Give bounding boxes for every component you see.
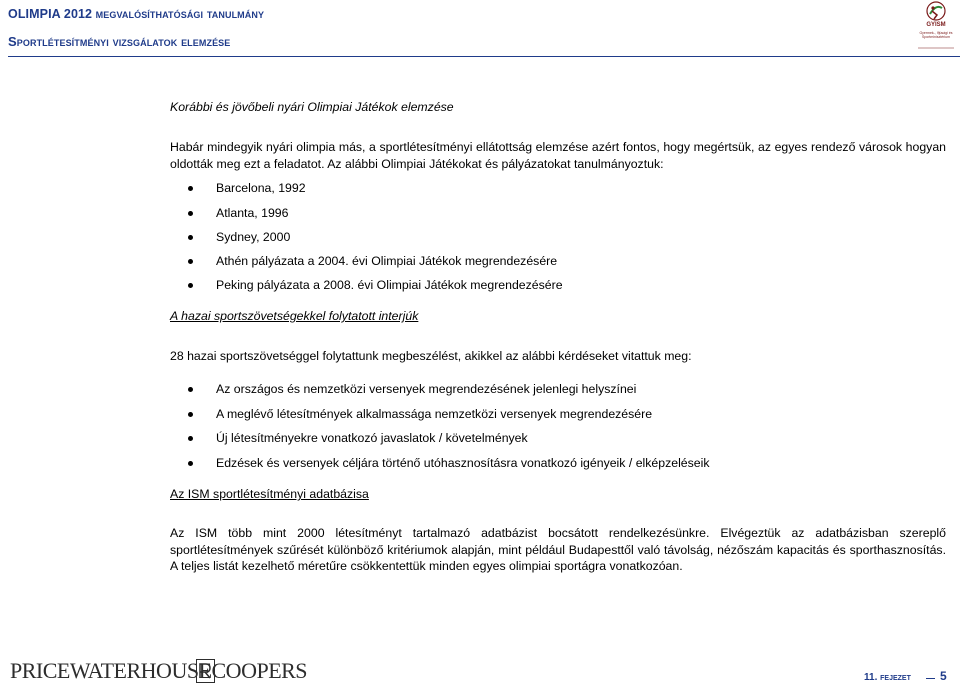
- section-heading-database: Az ISM sportlétesítményi adatbázisa: [170, 487, 369, 501]
- list-item-text: A meglévő létesítmények alkalmassága nemzetközi versenyek megrendezésére: [216, 407, 653, 421]
- paragraph-database: Az ISM több mint 2000 létesítményt tartalmazó adatbázist bocsátott rendelkezésünkre. Elvégeztük az adatbázisban szereplő sportlétesítmények szűrését különböző kritériumok alapján, mint például Budapesttől való távolság, nézőszám kapacitás és sporthasznosítás. A teljes listát kezelhető méretűre csökkentettük minden egyes olimpiai sportágra vonatkozóan.: [170, 526, 946, 573]
- bullet-icon: [188, 387, 193, 392]
- bullet-icon: [188, 412, 193, 417]
- list-item-text: Barcelona, 1992: [216, 181, 306, 195]
- list-item-text: Athén pályázata a 2004. évi Olimpiai Játékok megrendezésére: [216, 254, 558, 268]
- section-heading-olympics: Korábbi és jövőbeli nyári Olimpiai Játékok elemzése: [170, 100, 454, 114]
- footer-divider: [926, 678, 935, 679]
- list-item-text: Atlanta, 1996: [216, 206, 289, 220]
- pwc-logo-text: PRICEWATERHOUSECOOPERS: [10, 658, 308, 683]
- document-title: [8, 6, 264, 21]
- gyism-logo-name: GYISM: [926, 22, 946, 28]
- paragraph-interviews-intro: 28 hazai sportszövetséggel folytattunk megbeszélést, akikkel az alábbi kérdéseket vitattuk meg:: [170, 349, 692, 363]
- bullet-icon: [188, 186, 193, 191]
- list-item-text: Edzések és versenyek céljára történő utóhasznosításra vonatkozó igényeik / elképzeléseik: [216, 456, 710, 470]
- bullet-icon: [188, 259, 193, 264]
- gyism-logo-caption: Gyermek-, Ifjúsági és Sportminisztérium: [919, 31, 953, 39]
- footer-page-number: 5: [940, 669, 947, 683]
- list-item-text: Az országos és nemzetközi versenyek megrendezésének jelenlegi helyszínei: [216, 382, 637, 396]
- pwc-emblem-icon: [196, 659, 215, 683]
- footer-chapter: 11. fejezet: [864, 672, 911, 683]
- header-divider: [8, 56, 960, 57]
- bullet-icon: [188, 211, 193, 216]
- pwc-logo: [10, 660, 307, 682]
- title-part-study: megvalósíthatósági tanulmány: [95, 6, 265, 21]
- list-item-text: Új létesítményekre vonatkozó javaslatok / követelmények: [216, 431, 528, 445]
- paragraph-olympics-intro: Habár mindegyik nyári olimpia más, a sportlétesítményi ellátottság elemzése azért fontos, hogy megértsük, az egyes rendező városok hogyan oldották meg ezt a feladatot. Az alábbi Olimpiai Játékokat és pályázatokat tanulmányoztuk:: [170, 140, 946, 171]
- list-item-text: Peking pályázata a 2008. évi Olimpiai Játékok megrendezésére: [216, 278, 563, 292]
- title-part-olympia: OLIMPIA 2012: [8, 7, 96, 21]
- section-heading-interviews: A hazai sportszövetségekkel folytatott interjúk: [170, 309, 419, 323]
- bullet-icon: [188, 283, 193, 288]
- list-item-text: Sydney, 2000: [216, 230, 291, 244]
- document-subtitle: Sportlétesítményi vizsgálatok elemzése: [8, 34, 231, 49]
- bullet-icon: [188, 461, 193, 466]
- bullet-icon: [188, 235, 193, 240]
- bullet-icon: [188, 436, 193, 441]
